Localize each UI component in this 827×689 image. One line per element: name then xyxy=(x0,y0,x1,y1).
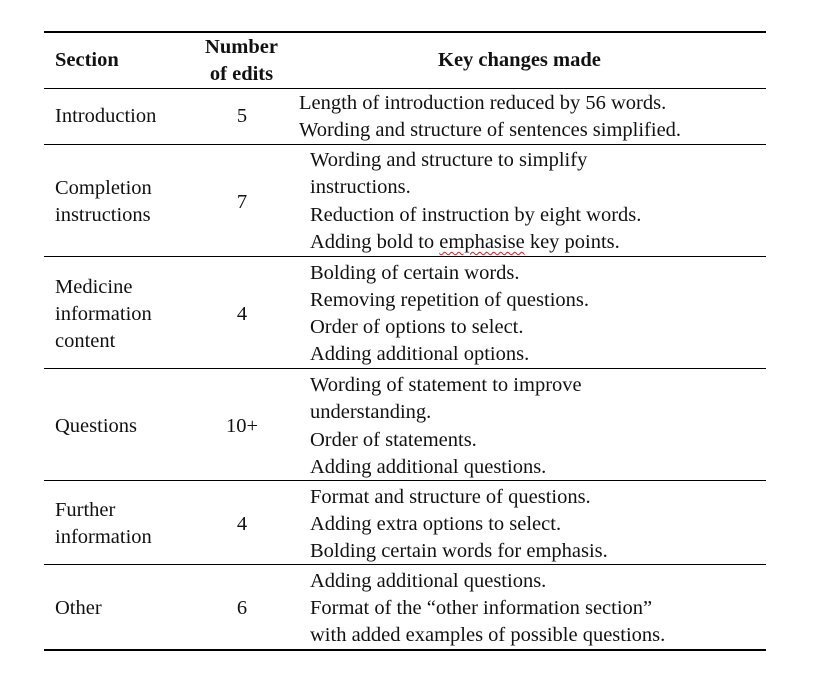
row-change: Format of the “other information section” xyxy=(310,597,653,619)
header-rule xyxy=(44,88,766,89)
row-section-label: Further xyxy=(55,499,116,521)
row-edit-count: 6 xyxy=(236,597,248,619)
row-rule xyxy=(44,368,766,369)
spellcheck-word: emphasise xyxy=(439,231,525,253)
top-rule xyxy=(44,31,766,33)
row-rule xyxy=(44,480,766,481)
row-change: Removing repetition of questions. xyxy=(310,289,589,311)
row-change: Wording and structure to simplify xyxy=(310,149,588,171)
row-section-label: Questions xyxy=(55,415,137,437)
row-change: Wording and structure of sentences simplified. xyxy=(299,119,682,141)
row-edit-count: 7 xyxy=(236,191,248,213)
row-change: Bolding of certain words. xyxy=(310,262,520,284)
row-change: Adding extra options to select. xyxy=(310,513,562,535)
bottom-rule xyxy=(44,649,766,651)
row-rule xyxy=(44,144,766,145)
row-change xyxy=(310,229,620,257)
row-edit-count: 4 xyxy=(236,513,248,535)
row-change: with added examples of possible questions. xyxy=(310,624,666,646)
row-change: Order of options to select. xyxy=(310,316,524,338)
row-change: Adding additional options. xyxy=(310,343,530,365)
row-change: Adding additional questions. xyxy=(310,456,547,478)
row-section-label: instructions xyxy=(55,204,151,226)
header-changes: Key changes made xyxy=(438,49,601,71)
row-change: Order of statements. xyxy=(310,429,477,451)
row-change: understanding. xyxy=(310,401,432,423)
row-edit-count: 4 xyxy=(236,303,248,325)
row-rule xyxy=(44,256,766,257)
row-change: Length of introduction reduced by 56 words. xyxy=(299,92,667,114)
row-change: instructions. xyxy=(310,176,411,198)
row-change-part: Adding bold to emphasise key points. xyxy=(310,231,620,253)
row-section-label: information xyxy=(55,303,152,325)
row-edit-count: 10+ xyxy=(225,415,259,437)
row-section-label: content xyxy=(55,330,116,352)
row-section-label: Introduction xyxy=(55,105,157,127)
row-change: Wording of statement to improve xyxy=(310,374,582,396)
row-change: Format and structure of questions. xyxy=(310,486,591,508)
row-change: Bolding certain words for emphasis. xyxy=(310,540,608,562)
row-section-label: Other xyxy=(55,597,102,619)
row-change: Reduction of instruction by eight words. xyxy=(310,204,642,226)
row-section-label: Medicine xyxy=(55,276,133,298)
row-edit-count: 5 xyxy=(236,105,248,127)
row-rule xyxy=(44,564,766,565)
row-section-label: Completion xyxy=(55,177,152,199)
header-edits-line1: Number xyxy=(205,36,278,58)
header-edits-line2: of edits xyxy=(209,63,274,85)
header-section: Section xyxy=(55,49,119,71)
row-change: Adding additional questions. xyxy=(310,570,547,592)
row-section-label: information xyxy=(55,526,152,548)
